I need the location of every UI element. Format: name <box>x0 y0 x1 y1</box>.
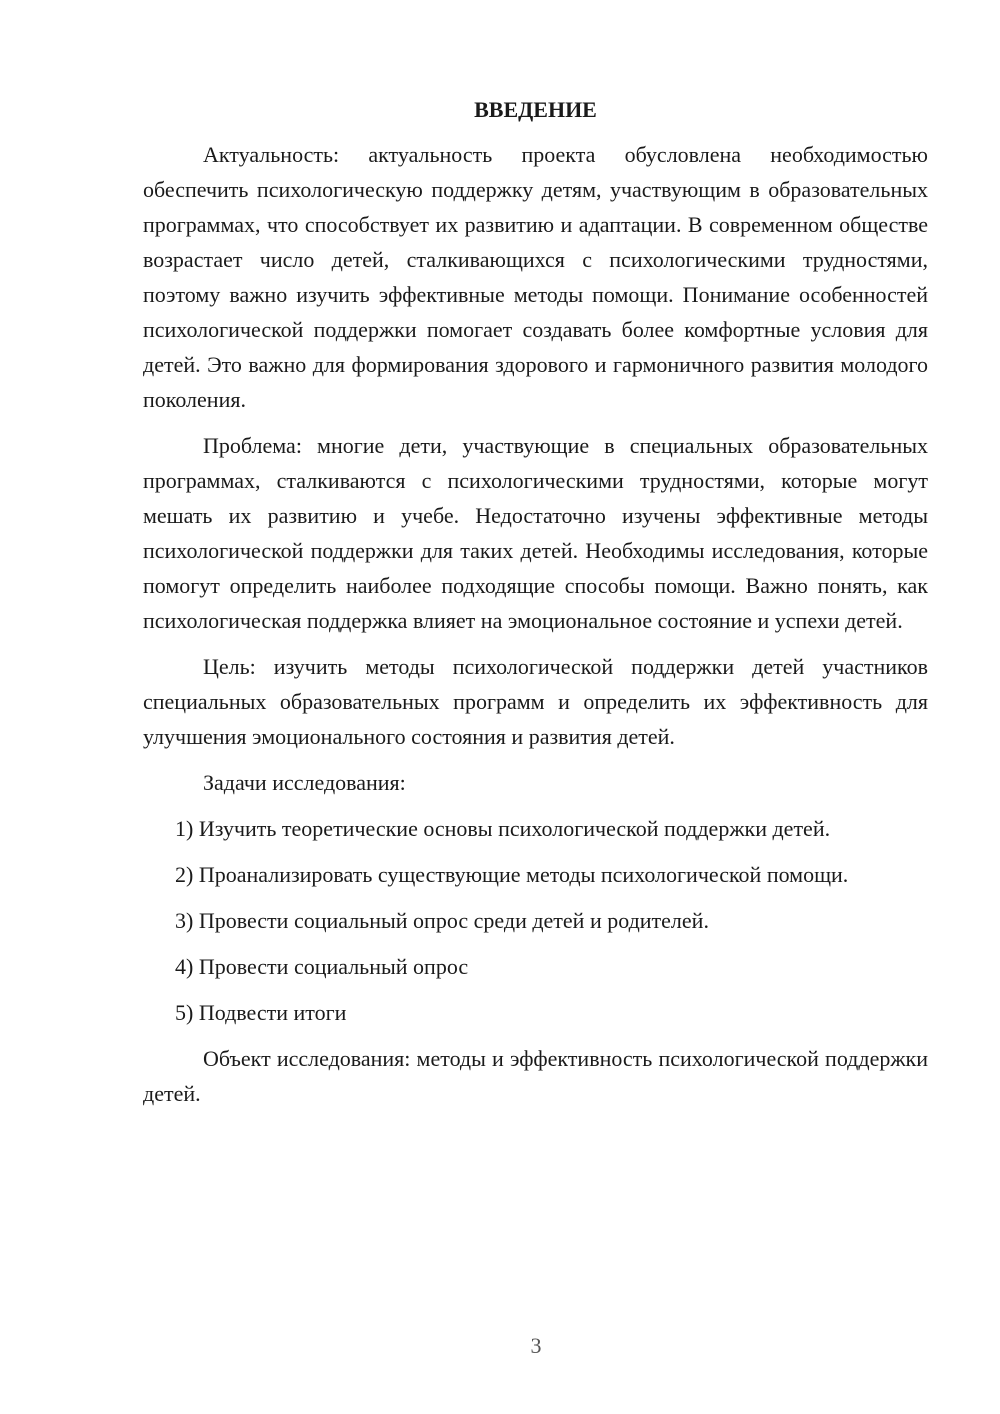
relevance-paragraph: Актуальность: актуальность проекта обусловлена необходимостью обеспечить психологическую поддержку детям, участвующим в образовательных программах, что способствует их развитию и адаптации. В современном обществе возрастает число детей, сталкивающихся с психологическими трудностями, поэтому важно изучить эффективные методы помощи. Понимание особенностей психологической поддержки помогает создавать более комфортные условия для детей. Это важно для формирования здорового и гармоничного развития молодого поколения. <box>143 142 928 412</box>
task-item: 3) Провести социальный опрос среди детей и родителей. <box>175 908 709 933</box>
task-item: 2) Проанализировать существующие методы психологической помощи. <box>175 862 849 887</box>
task-item: 5) Подвести итоги <box>175 1000 347 1025</box>
object-paragraph: Объект исследования: методы и эффективность психологической поддержки детей. <box>143 1046 928 1106</box>
tasks-heading: Задачи исследования: <box>203 770 406 795</box>
task-item: 4) Провести социальный опрос <box>175 954 469 979</box>
section-title: ВВЕДЕНИЕ <box>474 97 597 122</box>
problem-paragraph: Проблема: многие дети, участвующие в специальных образовательных программах, сталкиваются с психологическими трудностями, которые могут мешать их развитию и учебе. Недостаточно изучены эффективные методы психологической поддержки для таких детей. Необходимы исследования, которые помогут определить наиболее подходящие способы помощи. Важно понять, как психологическая поддержка влияет на эмоциональное состояние и успехи детей. <box>143 433 928 633</box>
task-item: 1) Изучить теоретические основы психологической поддержки детей. <box>175 816 831 841</box>
page-number: 3 <box>530 1333 542 1358</box>
document-page <box>143 95 928 1122</box>
goal-paragraph: Цель: изучить методы психологической поддержки детей участников специальных образовательных программ и определить их эффективность для улучшения эмоционального состояния и развития детей. <box>143 654 928 749</box>
